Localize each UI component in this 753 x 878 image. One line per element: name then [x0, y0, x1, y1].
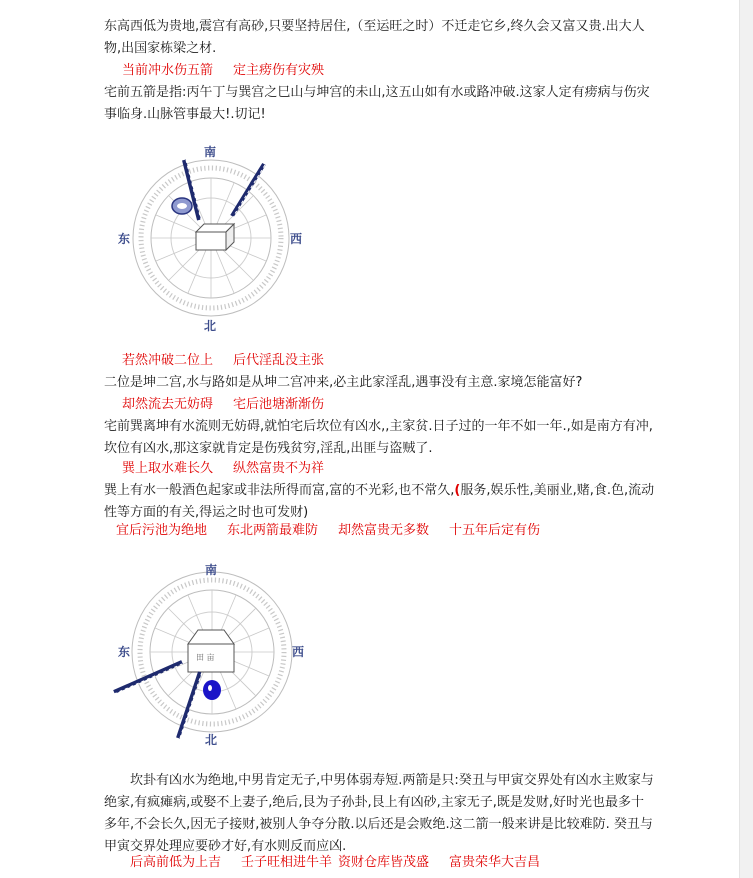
section3-body: 宅前巽离坤有水流则无妨碍,就怕宅后坎位有凶水,,主家贫.日子过的一年不如一年.,如是南方有冲,坎位有凶水,那这家就肯定是伤残贫穷,淫乱,出匪与盗贼了.	[104, 419, 653, 456]
scrollbar[interactable]	[739, 0, 753, 878]
section4-body: 巽上有水一般酒色起家或非法所得而富,富的不光彩,也不常久,(服务,娱乐性,美丽业,赌,食.色,流动性等方面的有关,得运之时也可发财)	[104, 483, 655, 520]
section3-heading: 却然流去无妨碍 宅后池塘渐渐伤	[122, 397, 325, 412]
section1-heading: 当前冲水伤五箭 定主痨伤有灾殃	[122, 63, 325, 78]
pond-icon	[172, 198, 192, 214]
section5-heading: 宜后污池为绝地 东北两箭最难防 却然富贵无多数 十五年后定有伤	[116, 523, 541, 538]
house-label: 田 亩	[196, 653, 215, 662]
house-icon	[196, 224, 234, 250]
direction-east-label: 东	[118, 645, 131, 659]
section2-body: 二位是坤二宫,水与路如是从坤二宫冲来,必主此家淫乱,遇事没有主意.家境怎能富好?	[104, 375, 583, 390]
water-arrow-left-icon	[114, 662, 182, 694]
water-arrow-right-icon	[232, 164, 265, 217]
direction-west-label: 西	[290, 232, 303, 246]
house-icon	[188, 630, 234, 672]
compass-diagram-2	[104, 560, 334, 750]
direction-west-label: 西	[292, 645, 305, 659]
section2-heading: 若然冲破二位上 后代淫乱没主张	[122, 353, 325, 368]
section4-heading: 巽上取水难长久 纵然富贵不为祥	[122, 461, 325, 476]
section1-body: 宅前五箭是指:丙午丁与巽宫之巳山与坤宫的未山,这五山如有水或路冲破.这家人定有痨病与伤灾事临身.山脉管事最大!.切记!	[104, 85, 650, 122]
direction-east-label: 东	[118, 232, 131, 246]
direction-south-label: 南	[204, 145, 217, 159]
direction-south-label: 南	[205, 563, 218, 577]
section6-body: 坎卦有凶水为绝地,中男肯定无子,中男体弱寿短.两箭是只:癸丑与甲寅交界处有凶水主败家与绝家,有疯瘫病,或娶不上妻子,绝后,艮为子孙卦,艮上有凶砂,主家无子,既是发财,好时光也最多十多年,不会长久,因无子接财,被别人争夺分散.以后还是会败绝.这二箭一般来讲是比较难防. 癸丑与甲寅交界处理应要砂才好,有水则反而应凶.	[104, 773, 654, 854]
direction-north-label: 北	[205, 733, 218, 747]
intro-paragraph: 东高西低为贵地,震宫有高砂,只要坚持居住,（至运旺之时）不迁走它乡,终久会又富又贵.出大人物,出国家栋梁之材.	[104, 19, 645, 56]
compass-diagram-1	[104, 140, 334, 340]
direction-north-label: 北	[204, 319, 217, 333]
section7-heading: 后高前低为上吉 壬子旺相进牛羊 资财仓库皆茂盛 富贵荣华大吉昌	[130, 855, 541, 870]
pond-icon	[203, 680, 221, 700]
